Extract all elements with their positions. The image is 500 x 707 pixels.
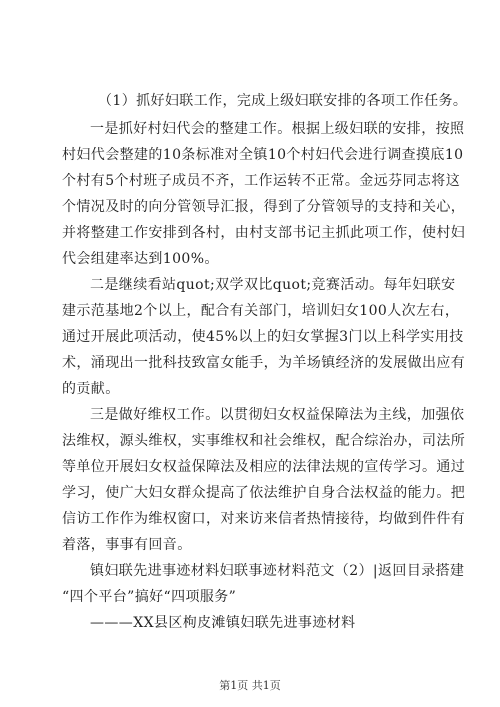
paragraph-heading: （1）抓好妇联工作，完成上级妇联安排的各项工作任务。	[98, 93, 468, 109]
text-line: 建示范基地2个以上，配合有关部门，培训妇女100人次左右，	[62, 303, 460, 319]
text-line: 个村有5个村班子成员不齐，工作运转不正常。金远芬同志将这	[62, 173, 461, 189]
text-line: 个情况及时的向分管领导汇报，得到了分管领导的支持和关心，	[62, 199, 466, 215]
text-line: 学习，使广大妇女群众提高了依法维护自身合法权益的能力。把	[62, 485, 466, 501]
text-line: 通过开展此项活动，使45%以上的妇女掌握3门以上科学实用技	[62, 329, 464, 345]
page-footer: 第1页 共1页	[219, 679, 281, 692]
text-line: 三是做好维权工作。以贯彻妇女权益保障法为主线，加强依	[90, 407, 465, 423]
text-line: 术，涌现出一批科技致富女能手，为羊场镇经济的发展做出应有	[62, 355, 466, 371]
text-line: 信访工作作为维权窗口，对来访来信者热情接待，均做到件件有	[62, 511, 466, 527]
text-line: 等单位开展妇女权益保障法及相应的法律法规的宣传学习。通过	[62, 459, 466, 475]
text-line: ———XX县区枸皮滩镇妇联先进事迹材料	[90, 615, 356, 631]
text-line: 的贡献。	[62, 381, 120, 397]
text-line: 二是继续看站quot;双学双比quot;竞赛活动。每年妇联安	[90, 277, 456, 293]
text-line: “四个平台”搞好“四项服务”	[62, 589, 237, 605]
text-line: 镇妇联先进事迹材料妇联事迹材料范文（2）|返回目录搭建	[90, 563, 465, 579]
text-line: 着落，事事有回音。	[62, 537, 192, 553]
text-line: 代会组建率达到100%。	[62, 251, 219, 267]
text-line: 村妇代会整建的10条标准对全镇10个村妇代会进行调查摸底10	[62, 147, 464, 163]
text-line: 法维权，源头维权，实事维权和社会维权，配合综治办，司法所	[62, 433, 466, 449]
text-line: 一是抓好村妇代会的整建工作。根据上级妇联的安排，按照	[90, 121, 465, 137]
text-line: 并将整建工作安排到各村，由村支部书记主抓此项工作，使村妇	[62, 225, 466, 241]
